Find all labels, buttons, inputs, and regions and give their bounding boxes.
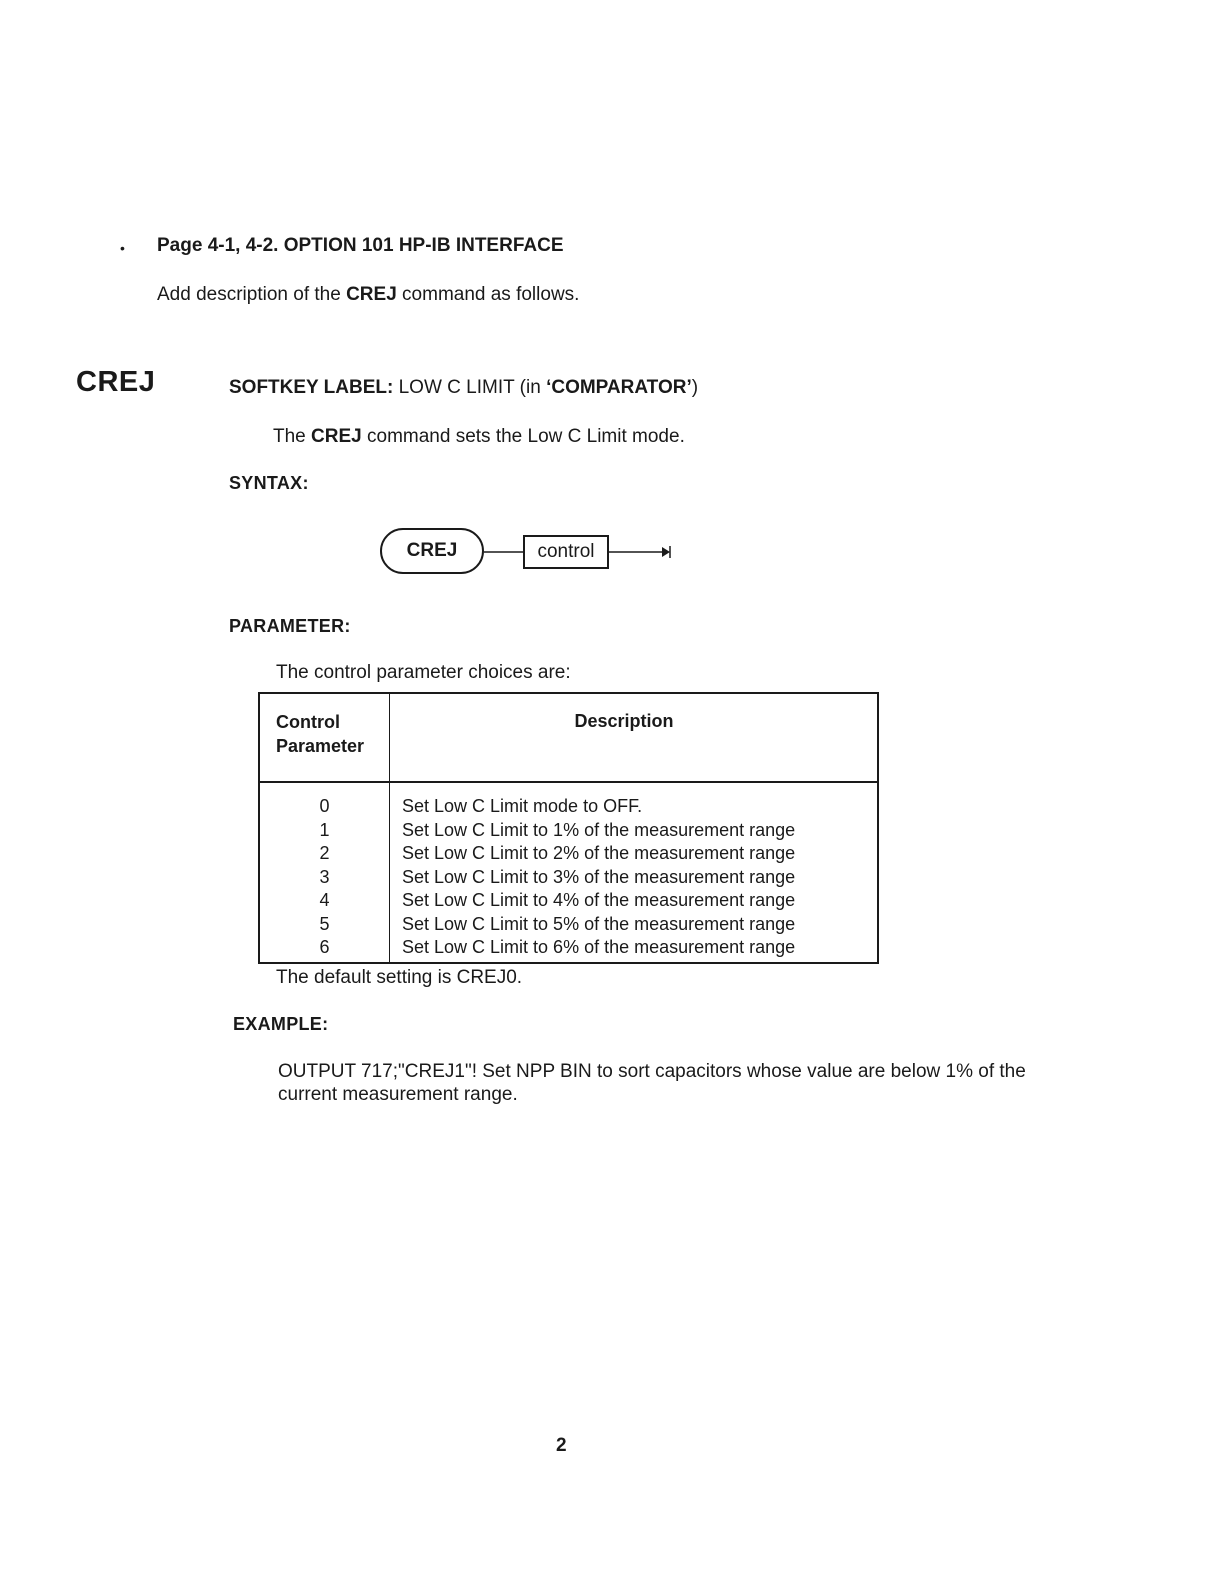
param-cell: 0 (259, 782, 390, 819)
header-col1-line1: Control (276, 712, 340, 732)
desc-cell: Set Low C Limit to 6% of the measurement range (402, 937, 796, 957)
example-heading: EXAMPLE: (233, 1014, 329, 1034)
header-col1-line2: Parameter (276, 736, 365, 756)
desc-cell: Set Low C Limit to 5% of the measurement range (402, 913, 796, 934)
table-row (259, 819, 878, 843)
desc-cell: Set Low C Limit to 2% of the measurement range (402, 843, 796, 863)
table-row (259, 889, 878, 913)
param-cell: 2 (259, 842, 390, 866)
syntax-heading: SYNTAX: (229, 473, 309, 493)
table-row (259, 842, 878, 866)
command-title: CREJ (76, 366, 156, 398)
desc-cmd: CREJ (311, 426, 362, 447)
softkey-close: ) (691, 377, 699, 398)
table-row (259, 913, 878, 937)
syntax-parameter: control (523, 535, 609, 569)
desc-cell: Set Low C Limit to 4% of the measurement range (402, 890, 796, 910)
desc-pre: The (273, 426, 312, 447)
softkey-value: LOW C LIMIT (in (393, 377, 547, 398)
header-control-parameter (259, 693, 390, 782)
page-reference: Page 4-1, 4-2. OPTION 101 HP-IB INTERFACE (157, 235, 564, 256)
page-number: 2 (556, 1435, 567, 1456)
desc-cell: Set Low C Limit mode to OFF. (402, 796, 643, 816)
parameter-intro: The control parameter choices are: (276, 662, 571, 683)
param-cell: 1 (259, 819, 390, 843)
table-header-row (259, 693, 878, 782)
param-cell: 3 (259, 866, 390, 890)
table-row (259, 866, 878, 890)
example-text: OUTPUT 717;"CREJ1"! Set NPP BIN to sort capacitors whose value are below 1% of the current measurement range. (278, 1061, 1026, 1105)
desc-post: command sets the Low C Limit mode. (361, 426, 685, 447)
intro-text (157, 284, 579, 306)
arrow-head-icon (662, 547, 670, 557)
table-row (259, 936, 878, 963)
command-description (273, 426, 685, 448)
syntax-diagram (370, 522, 690, 586)
intro-pre: Add description of the (157, 284, 347, 305)
header-description: Description (390, 693, 879, 782)
param-cell: 6 (259, 936, 390, 963)
param-cell: 4 (259, 889, 390, 913)
default-setting: The default setting is CREJ0. (276, 967, 523, 988)
desc-cell: Set Low C Limit to 1% of the measurement range (402, 819, 796, 840)
parameter-table (258, 692, 879, 964)
param-cell: 5 (259, 913, 390, 937)
intro-post: command as follows. (396, 284, 580, 305)
intro-cmd: CREJ (346, 284, 397, 305)
syntax-keyword: CREJ (380, 528, 484, 574)
bullet-marker: • (120, 240, 125, 256)
softkey-line (229, 377, 698, 399)
parameter-heading: PARAMETER: (229, 616, 351, 636)
desc-cell: Set Low C Limit to 3% of the measurement range (402, 866, 796, 887)
softkey-label: SOFTKEY LABEL: (229, 377, 394, 398)
softkey-menu: ‘COMPARATOR’ (546, 377, 692, 398)
table-row (259, 782, 878, 819)
